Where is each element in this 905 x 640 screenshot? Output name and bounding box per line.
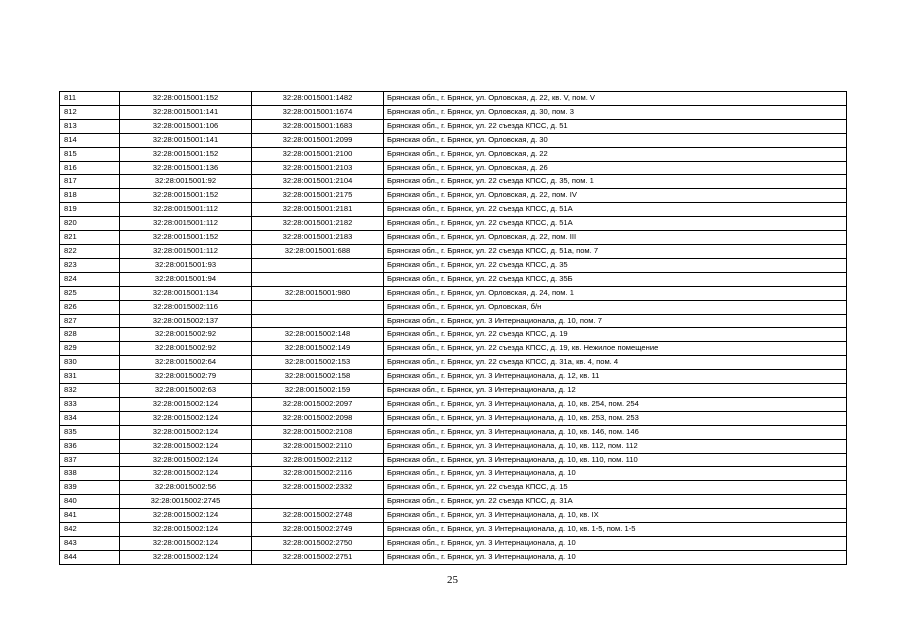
- row-number-cell: 828: [60, 328, 120, 342]
- row-number-cell: 823: [60, 258, 120, 272]
- object-cadastral-number-cell: 32:28:0015001:688: [252, 244, 384, 258]
- row-number-cell: 811: [60, 92, 120, 106]
- page-number: 25: [447, 574, 458, 586]
- object-cadastral-number-cell: 32:28:0015001:980: [252, 286, 384, 300]
- object-cadastral-number-cell: 32:28:0015001:2181: [252, 203, 384, 217]
- table-row: [60, 397, 847, 411]
- table-row: [60, 509, 847, 523]
- row-number-cell: 840: [60, 495, 120, 509]
- object-cadastral-number-cell: 32:28:0015002:2748: [252, 509, 384, 523]
- cadastral-number-cell: 32:28:0015002:124: [120, 397, 252, 411]
- row-number-cell: 814: [60, 133, 120, 147]
- object-cadastral-number-cell: [252, 258, 384, 272]
- row-number-cell: 844: [60, 550, 120, 564]
- address-cell: Брянская обл., г. Брянск, ул. 3 Интернационала, д. 10: [384, 537, 847, 551]
- cadastral-number-cell: 32:28:0015001:94: [120, 272, 252, 286]
- table-row: [60, 272, 847, 286]
- object-cadastral-number-cell: 32:28:0015001:2099: [252, 133, 384, 147]
- table-row: [60, 231, 847, 245]
- object-cadastral-number-cell: 32:28:0015002:2116: [252, 467, 384, 481]
- table-row: [60, 537, 847, 551]
- cadastral-number-cell: 32:28:0015002:116: [120, 300, 252, 314]
- address-cell: Брянская обл., г. Брянск, ул. 22 съезда КПСС, д. 51А: [384, 217, 847, 231]
- cadastral-number-cell: 32:28:0015002:79: [120, 370, 252, 384]
- cadastral-number-cell: 32:28:0015002:124: [120, 550, 252, 564]
- address-cell: Брянская обл., г. Брянск, ул. 22 съезда КПСС, д. 51: [384, 119, 847, 133]
- object-cadastral-number-cell: [252, 272, 384, 286]
- table-row: [60, 550, 847, 564]
- row-number-cell: 816: [60, 161, 120, 175]
- row-number-cell: 831: [60, 370, 120, 384]
- object-cadastral-number-cell: 32:28:0015001:2175: [252, 189, 384, 203]
- table-row: [60, 356, 847, 370]
- cadastral-number-cell: 32:28:0015002:92: [120, 328, 252, 342]
- table-row: [60, 175, 847, 189]
- cadastral-number-cell: 32:28:0015001:141: [120, 133, 252, 147]
- object-cadastral-number-cell: 32:28:0015002:148: [252, 328, 384, 342]
- row-number-cell: 841: [60, 509, 120, 523]
- address-cell: Брянская обл., г. Брянск, ул. Орловская, д. 22, кв. V, пом. V: [384, 92, 847, 106]
- object-cadastral-number-cell: 32:28:0015001:1674: [252, 105, 384, 119]
- object-cadastral-number-cell: 32:28:0015002:2750: [252, 537, 384, 551]
- address-cell: Брянская обл., г. Брянск, ул. 3 Интернационала, д. 10, кв. 110, пом. 110: [384, 453, 847, 467]
- object-cadastral-number-cell: 32:28:0015001:2182: [252, 217, 384, 231]
- address-cell: Брянская обл., г. Брянск, ул. 3 Интернационала, д. 12: [384, 384, 847, 398]
- address-cell: Брянская обл., г. Брянск, ул. 3 Интернационала, д. 10, кв. 1-5, пом. 1-5: [384, 523, 847, 537]
- cadastral-number-cell: 32:28:0015001:112: [120, 244, 252, 258]
- cadastral-number-cell: 32:28:0015001:106: [120, 119, 252, 133]
- address-cell: Брянская обл., г. Брянск, ул. 22 съезда КПСС, д. 51А: [384, 203, 847, 217]
- address-cell: Брянская обл., г. Брянск, ул. 22 съезда КПСС, д. 35Б: [384, 272, 847, 286]
- cadastral-number-cell: 32:28:0015002:124: [120, 509, 252, 523]
- cadastral-number-cell: 32:28:0015001:136: [120, 161, 252, 175]
- object-cadastral-number-cell: 32:28:0015001:2103: [252, 161, 384, 175]
- object-cadastral-number-cell: 32:28:0015001:2100: [252, 147, 384, 161]
- table-row: [60, 453, 847, 467]
- object-cadastral-number-cell: 32:28:0015002:158: [252, 370, 384, 384]
- address-cell: Брянская обл., г. Брянск, ул. 22 съезда КПСС, д. 35: [384, 258, 847, 272]
- table-row: [60, 217, 847, 231]
- object-cadastral-number-cell: 32:28:0015001:2104: [252, 175, 384, 189]
- table-row: [60, 300, 847, 314]
- address-cell: Брянская обл., г. Брянск, ул. 3 Интернационала, д. 10, кв. 253, пом. 253: [384, 411, 847, 425]
- address-cell: Брянская обл., г. Брянск, ул. Орловская, д. 22, пом. IV: [384, 189, 847, 203]
- object-cadastral-number-cell: 32:28:0015002:2098: [252, 411, 384, 425]
- table-row: [60, 411, 847, 425]
- object-cadastral-number-cell: 32:28:0015002:2751: [252, 550, 384, 564]
- address-cell: Брянская обл., г. Брянск, ул. 22 съезда КПСС, д. 19, кв. Нежилое помещение: [384, 342, 847, 356]
- object-cadastral-number-cell: 32:28:0015002:2108: [252, 425, 384, 439]
- address-cell: Брянская обл., г. Брянск, ул. 3 Интернационала, д. 10, кв. 254, пом. 254: [384, 397, 847, 411]
- row-number-cell: 818: [60, 189, 120, 203]
- table-row: [60, 133, 847, 147]
- table-row: [60, 119, 847, 133]
- row-number-cell: 838: [60, 467, 120, 481]
- address-cell: Брянская обл., г. Брянск, ул. 22 съезда КПСС, д. 19: [384, 328, 847, 342]
- row-number-cell: 819: [60, 203, 120, 217]
- cadastral-number-cell: 32:28:0015002:2745: [120, 495, 252, 509]
- address-cell: Брянская обл., г. Брянск, ул. 3 Интернационала, д. 10: [384, 550, 847, 564]
- table-row: [60, 495, 847, 509]
- row-number-cell: 813: [60, 119, 120, 133]
- object-cadastral-number-cell: 32:28:0015002:2749: [252, 523, 384, 537]
- table-row: [60, 105, 847, 119]
- table-row: [60, 425, 847, 439]
- row-number-cell: 843: [60, 537, 120, 551]
- cadastral-number-cell: 32:28:0015002:124: [120, 523, 252, 537]
- cadastral-number-cell: 32:28:0015001:93: [120, 258, 252, 272]
- cadastral-register-table: [59, 91, 847, 565]
- table-body: [60, 92, 847, 565]
- object-cadastral-number-cell: 32:28:0015002:159: [252, 384, 384, 398]
- row-number-cell: 835: [60, 425, 120, 439]
- cadastral-number-cell: 32:28:0015002:63: [120, 384, 252, 398]
- object-cadastral-number-cell: [252, 495, 384, 509]
- address-cell: Брянская обл., г. Брянск, ул. 22 съезда КПСС, д. 15: [384, 481, 847, 495]
- address-cell: Брянская обл., г. Брянск, ул. Орловская, д. 30: [384, 133, 847, 147]
- table-row: [60, 523, 847, 537]
- address-cell: Брянская обл., г. Брянск, ул. Орловская, б/н: [384, 300, 847, 314]
- table-row: [60, 203, 847, 217]
- cadastral-number-cell: 32:28:0015001:152: [120, 189, 252, 203]
- table-row: [60, 439, 847, 453]
- row-number-cell: 829: [60, 342, 120, 356]
- row-number-cell: 824: [60, 272, 120, 286]
- row-number-cell: 832: [60, 384, 120, 398]
- address-cell: Брянская обл., г. Брянск, ул. 22 съезда КПСС, д. 31а, кв. 4, пом. 4: [384, 356, 847, 370]
- address-cell: Брянская обл., г. Брянск, ул. 3 Интернационала, д. 10, кв. IX: [384, 509, 847, 523]
- address-cell: Брянская обл., г. Брянск, ул. 3 Интернационала, д. 12, кв. 11: [384, 370, 847, 384]
- row-number-cell: 815: [60, 147, 120, 161]
- row-number-cell: 826: [60, 300, 120, 314]
- table-row: [60, 244, 847, 258]
- object-cadastral-number-cell: 32:28:0015001:1482: [252, 92, 384, 106]
- object-cadastral-number-cell: 32:28:0015002:2110: [252, 439, 384, 453]
- address-cell: Брянская обл., г. Брянск, ул. Орловская, д. 26: [384, 161, 847, 175]
- table-row: [60, 147, 847, 161]
- object-cadastral-number-cell: 32:28:0015002:2332: [252, 481, 384, 495]
- row-number-cell: 833: [60, 397, 120, 411]
- address-cell: Брянская обл., г. Брянск, ул. 22 съезда КПСС, д. 35, пом. 1: [384, 175, 847, 189]
- table-row: [60, 161, 847, 175]
- table-row: [60, 370, 847, 384]
- object-cadastral-number-cell: 32:28:0015001:1683: [252, 119, 384, 133]
- address-cell: Брянская обл., г. Брянск, ул. 22 съезда КПСС, д. 51а, пом. 7: [384, 244, 847, 258]
- table-row: [60, 342, 847, 356]
- address-cell: Брянская обл., г. Брянск, ул. Орловская, д. 30, пом. 3: [384, 105, 847, 119]
- address-cell: Брянская обл., г. Брянск, ул. Орловская, д. 24, пом. 1: [384, 286, 847, 300]
- table-row: [60, 258, 847, 272]
- table-row: [60, 384, 847, 398]
- object-cadastral-number-cell: 32:28:0015002:2112: [252, 453, 384, 467]
- cadastral-number-cell: 32:28:0015002:124: [120, 467, 252, 481]
- table-row: [60, 314, 847, 328]
- row-number-cell: 836: [60, 439, 120, 453]
- object-cadastral-number-cell: [252, 300, 384, 314]
- cadastral-number-cell: 32:28:0015002:124: [120, 439, 252, 453]
- address-cell: Брянская обл., г. Брянск, ул. Орловская, д. 22, пом. III: [384, 231, 847, 245]
- address-cell: Брянская обл., г. Брянск, ул. 3 Интернационала, д. 10, кв. 112, пом. 112: [384, 439, 847, 453]
- cadastral-number-cell: 32:28:0015002:124: [120, 411, 252, 425]
- cadastral-number-cell: 32:28:0015001:141: [120, 105, 252, 119]
- cadastral-number-cell: 32:28:0015002:137: [120, 314, 252, 328]
- address-cell: Брянская обл., г. Брянск, ул. 3 Интернационала, д. 10: [384, 467, 847, 481]
- table-row: [60, 92, 847, 106]
- row-number-cell: 830: [60, 356, 120, 370]
- row-number-cell: 812: [60, 105, 120, 119]
- cadastral-number-cell: 32:28:0015001:152: [120, 147, 252, 161]
- address-cell: Брянская обл., г. Брянск, ул. 22 съезда КПСС, д. 31А: [384, 495, 847, 509]
- table-row: [60, 328, 847, 342]
- cadastral-number-cell: 32:28:0015001:152: [120, 231, 252, 245]
- table-row: [60, 467, 847, 481]
- table-row: [60, 286, 847, 300]
- row-number-cell: 839: [60, 481, 120, 495]
- address-cell: Брянская обл., г. Брянск, ул. Орловская, д. 22: [384, 147, 847, 161]
- row-number-cell: 827: [60, 314, 120, 328]
- row-number-cell: 837: [60, 453, 120, 467]
- row-number-cell: 822: [60, 244, 120, 258]
- row-number-cell: 820: [60, 217, 120, 231]
- row-number-cell: 825: [60, 286, 120, 300]
- table-row: [60, 189, 847, 203]
- cadastral-number-cell: 32:28:0015002:64: [120, 356, 252, 370]
- address-cell: Брянская обл., г. Брянск, ул. 3 Интернационала, д. 10, кв. 146, пом. 146: [384, 425, 847, 439]
- cadastral-number-cell: 32:28:0015001:112: [120, 203, 252, 217]
- row-number-cell: 842: [60, 523, 120, 537]
- cadastral-number-cell: 32:28:0015002:124: [120, 453, 252, 467]
- object-cadastral-number-cell: [252, 314, 384, 328]
- object-cadastral-number-cell: 32:28:0015001:2183: [252, 231, 384, 245]
- cadastral-number-cell: 32:28:0015002:92: [120, 342, 252, 356]
- cadastral-number-cell: 32:28:0015001:92: [120, 175, 252, 189]
- object-cadastral-number-cell: 32:28:0015002:149: [252, 342, 384, 356]
- cadastral-number-cell: 32:28:0015001:112: [120, 217, 252, 231]
- address-cell: Брянская обл., г. Брянск, ул. 3 Интернационала, д. 10, пом. 7: [384, 314, 847, 328]
- object-cadastral-number-cell: 32:28:0015002:2097: [252, 397, 384, 411]
- row-number-cell: 821: [60, 231, 120, 245]
- cadastral-number-cell: 32:28:0015001:152: [120, 92, 252, 106]
- cadastral-number-cell: 32:28:0015002:124: [120, 425, 252, 439]
- row-number-cell: 834: [60, 411, 120, 425]
- table-row: [60, 481, 847, 495]
- cadastral-number-cell: 32:28:0015002:56: [120, 481, 252, 495]
- cadastral-number-cell: 32:28:0015002:124: [120, 537, 252, 551]
- object-cadastral-number-cell: 32:28:0015002:153: [252, 356, 384, 370]
- row-number-cell: 817: [60, 175, 120, 189]
- cadastral-number-cell: 32:28:0015001:134: [120, 286, 252, 300]
